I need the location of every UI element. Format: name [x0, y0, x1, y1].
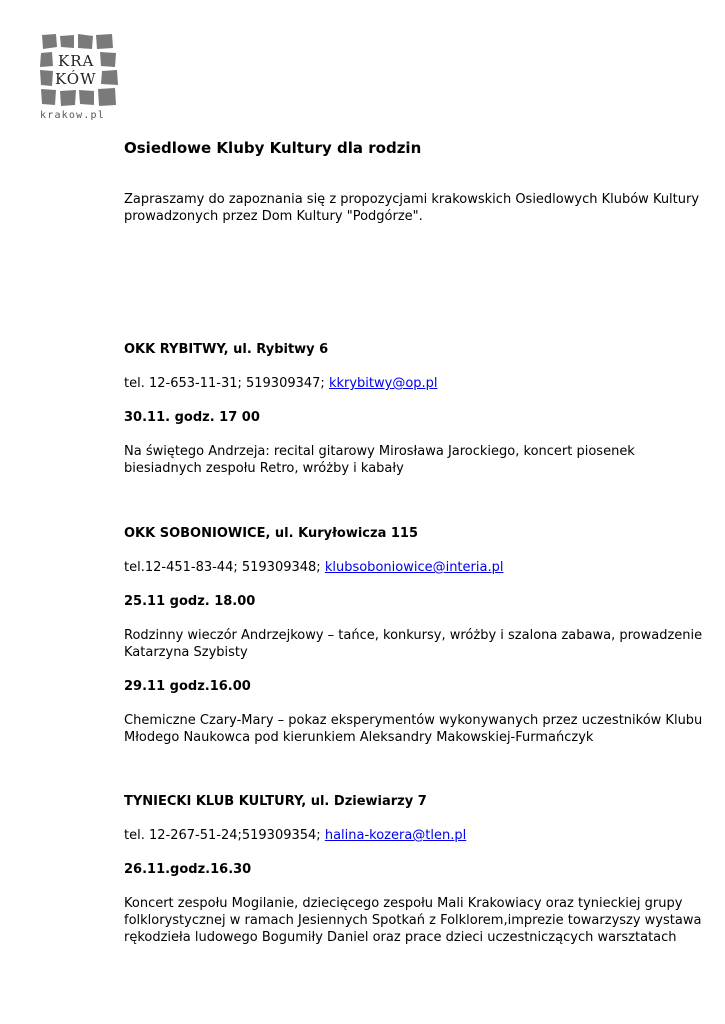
club-email-link[interactable]: halina-kozera@tlen.pl [324, 828, 467, 843]
club-email-link[interactable]: klubsoboniowice@interia.pl [324, 560, 504, 575]
club-contact [124, 559, 714, 576]
event-description: Koncert zespołu Mogilanie, dziecięcego zespołu Mali Krakowiacy oraz tynieckiej grupy folklorystycznej w ramach Jesiennych Spotkań z Folklorem,imprezie towarzyszy wystawa rękodzieła ludowego Bogumiły Daniel oraz prace dzieci uczestniczących warsztatach [124, 896, 702, 945]
club-phone: tel. 12-267-51-24;519309354; [124, 828, 325, 843]
club-contact [124, 827, 714, 844]
event-date: 25.11 godz. 18.00 [124, 594, 256, 609]
event-description: Rodzinny wieczór Andrzejkowy – tańce, konkursy, wróżby i szalona zabawa, prowadzenie Katarzyna Szybisty [124, 628, 703, 660]
intro-paragraph: Zapraszamy do zapoznania się z propozycjami krakowskich Osiedlowych Klubów Kultury prowadzonych przez Dom Kultury "Podgórze". [124, 192, 700, 224]
logo-text-line1: KRA [58, 52, 95, 70]
event-description: Chemiczne Czary-Mary – pokaz eksperymentów wykonywanych przez uczestników Klubu Młodego Naukowca pod kierunkiem Aleksandry Makowskiej-Furmańczyk [124, 713, 703, 745]
club-name: TYNIECKI KLUB KULTURY, ul. Dziewiarzy 7 [124, 794, 427, 809]
club-section [124, 525, 714, 746]
club-phone: tel.12-451-83-44; 519309348; [124, 560, 325, 575]
club-email-link[interactable]: kkrybitwy@op.pl [328, 376, 438, 391]
page-title: Osiedlowe Kluby Kultury dla rodzin [124, 139, 422, 157]
event-date: 29.11 godz.16.00 [124, 679, 251, 694]
club-name: OKK RYBITWY, ul. Rybitwy 6 [124, 342, 329, 357]
logo-caption: krakow.pl [40, 110, 105, 121]
club-phone: tel. 12-653-11-31; 519309347; [124, 376, 329, 391]
club-section [124, 341, 714, 477]
event-description: Na świętego Andrzeja: recital gitarowy Mirosława Jarockiego, koncert piosenek biesiadnych zespołu Retro, wróżby i kabały [124, 444, 635, 476]
logo-text-line2: KÓW [55, 70, 97, 88]
club-contact [124, 375, 714, 392]
club-name: OKK SOBONIOWICE, ul. Kuryłowicza 115 [124, 526, 419, 541]
club-section [124, 793, 714, 946]
event-date: 30.11. godz. 17 00 [124, 410, 260, 425]
event-date: 26.11.godz.16.30 [124, 862, 252, 877]
